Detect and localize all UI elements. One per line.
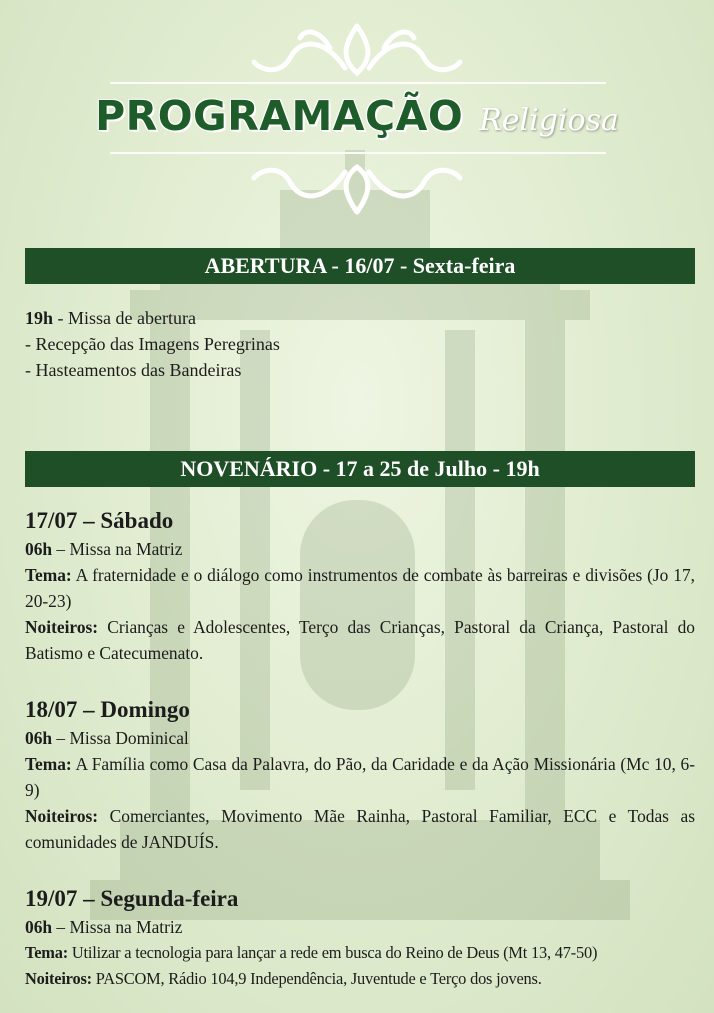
day-tema	[25, 562, 695, 614]
mass-label: – Missa na Matriz	[52, 539, 183, 559]
mass-label: – Missa na Matriz	[52, 917, 183, 937]
tema-label: Tema:	[25, 565, 72, 585]
mass-time: 06h	[25, 917, 53, 937]
top-flourish-ornament	[250, 18, 464, 80]
title-script: Religiosa	[479, 103, 619, 138]
header	[0, 0, 714, 230]
noiteiros-text: Crianças e Adolescentes, Terço das Crianças, Pastoral da Criança, Pastoral do Batismo e Catecumenato.	[25, 617, 695, 663]
abertura-banner: ABERTURA - 16/07 - Sexta-feira	[25, 248, 695, 284]
tema-label: Tema:	[25, 754, 72, 774]
tema-label: Tema:	[25, 943, 69, 962]
day-mass	[25, 536, 695, 562]
noiteiros-label: Noiteiros:	[25, 617, 99, 637]
bottom-flourish-ornament	[250, 162, 464, 220]
noiteiros-text: PASCOM, Rádio 104,9 Independência, Juventude e Terço dos jovens.	[91, 969, 542, 988]
tema-text: A Família como Casa da Palavra, do Pão, da Caridade e da Ação Missionária (Mc 10, 6-9)	[25, 754, 695, 800]
day-block	[25, 884, 695, 992]
day-title: 17/07 – Sábado	[25, 508, 174, 533]
day-title: 19/07 – Segunda-feira	[25, 886, 239, 911]
header-top-rule	[110, 82, 606, 84]
mass-time: 06h	[25, 728, 53, 748]
day-mass	[25, 914, 695, 940]
abertura-section	[25, 305, 695, 383]
header-bottom-rule	[110, 152, 606, 154]
day-noiteiros	[25, 966, 695, 992]
abertura-item	[25, 305, 695, 331]
day-noiteiros	[25, 614, 695, 666]
abertura-item: - Recepção das Imagens Peregrinas	[25, 334, 280, 354]
day-tema	[25, 940, 695, 966]
abertura-item: - Hasteamentos das Bandeiras	[25, 360, 242, 380]
title-main: PROGRAMAÇÃO	[95, 92, 464, 140]
noiteiros-label: Noiteiros:	[25, 806, 99, 826]
mass-label: – Missa Dominical	[52, 728, 189, 748]
day-block	[25, 506, 695, 666]
abertura-first-item: - Missa de abertura	[53, 308, 196, 328]
noiteiros-label: Noiteiros:	[25, 969, 92, 988]
tema-text: Utilizar a tecnologia para lançar a rede em busca do Reino de Deus (Mt 13, 47-50)	[68, 943, 598, 962]
day-block	[25, 695, 695, 855]
noiteiros-text: Comerciantes, Movimento Mãe Rainha, Pastoral Familiar, ECC e Todas as comunidades de JANDUÍS.	[25, 806, 695, 852]
day-mass	[25, 725, 695, 751]
day-title: 18/07 – Domingo	[25, 697, 190, 722]
abertura-time: 19h	[25, 308, 54, 328]
day-tema	[25, 751, 695, 803]
tema-text: A fraternidade e o diálogo como instrumentos de combate às barreiras e divisões (Jo 17, 20-23)	[25, 565, 695, 611]
mass-time: 06h	[25, 539, 53, 559]
page-title	[0, 92, 714, 140]
day-noiteiros	[25, 803, 695, 855]
novenario-banner: NOVENÁRIO - 17 a 25 de Julho - 19h	[25, 451, 695, 487]
